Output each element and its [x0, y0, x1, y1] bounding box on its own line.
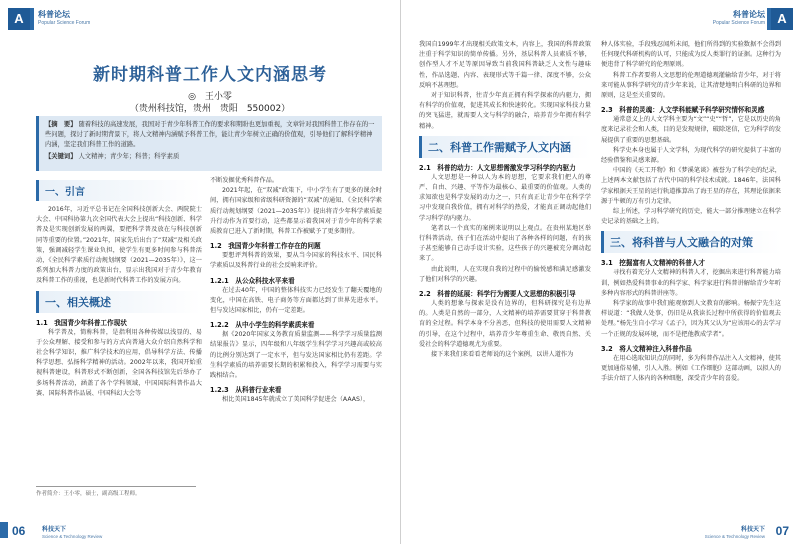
paragraph: 中国的《天工开物》和《梦溪笔谈》被誉为了科学史的纪录，上述两本文献包括了古代中国的科学技术成就。1846年，法国科学家根据天王星的运行轨道推算出了海王星的存在，其理论依据来源于牛顿的万有引力定律。 — [601, 167, 781, 205]
article-author: ◎ 王小零 — [188, 92, 232, 102]
right-page — [400, 0, 800, 544]
subsection-heading: 3.2 将人文精神注入科普作品 — [601, 344, 692, 353]
paragraph: 接下来我们来看看老师说的这个案例，以讲人道作为 — [431, 351, 574, 359]
section-heading-humanities: 二、科普工作需赋予人文内涵 — [419, 136, 591, 158]
left-column-1 — [36, 176, 202, 482]
paragraph: 在过去40年，中国的整体科技实力已经发生了翻天覆地的变化，中国在高铁、电子商务等方面都达到了世界先进水平。但与发达国家相比，仍有一定差距。 — [210, 286, 382, 315]
abstract-text: 随着科技的高速发展，我国对于青少年科普工作的要求和期盼也更加重视，文章针对我国科普工作存在的一些问题，探讨了新时期背景下，将人文精神内涵赋予科普工作，能让青少年树立正确的价值观，引导他们了解科学精神内涵，坚定我们科普工作的道路。 — [45, 121, 375, 148]
left-magazine-subtitle: Science & Technology Review — [42, 534, 103, 539]
right-header-title: 科普论坛 — [733, 10, 765, 19]
paragraph: 我国自1999年才出现相关政策文本，内容上，我国的科普政策注重于科学知识的简单传播。另外，基层科普人员素质不够，创作型人才不足等原因导致当前我国科普缺乏人文性与趣味性，作品选题、内容、表现形式等千篇一律、深度不够，公众反响不甚理想。 — [419, 41, 591, 89]
paragraph: 对于知识科普，往青少年真正拥有科学探索的内驱力，拥有科学的价值观，促进其成长和快速转化。实现国家科技力量的突飞猛进，就需要人文与科学的融合，培养青少年拥有科学精神。 — [419, 92, 591, 130]
paragraph: 由此说明，人在实现自我的过程中的愉悦感和满足感激发了他们对科学的兴趣。 — [419, 265, 591, 283]
right-magazine-name: 科技天下 — [740, 526, 765, 533]
paragraph: 科普工作者要将人文思想的伦理道德观灌输给青少年，对于将来可能从事科学研究的青少年来说，让其清楚地明白科研的边界和原则，这是至关重要的。 — [601, 71, 781, 100]
section-heading-intro: 一、引言 — [36, 180, 202, 201]
subsection-heading: 3.1 挖掘富有人文精神的科普人才 — [601, 259, 705, 268]
right-magazine-subtitle: Science & Technology Review — [704, 534, 765, 539]
paragraph: 种人体实验，手段残忍闻所未闻，他们所得到的实验数据不会得到任何现代科研机构的认可，只能成为反人类罪行的证据。这种行为便违背了科学研究的伦理原则。 — [601, 41, 781, 69]
left-column-2 — [210, 176, 382, 516]
paragraph: 在用心选取知识点的同时，多为科普作品注入人文精神，使其更加通俗易懂，引人入胜。例如《工作细胞》这部动画，以拟人的手法介绍了人体内的各种细胞，深受青少年的喜爱。 — [601, 354, 781, 383]
right-column-1 — [419, 40, 591, 516]
right-column-2 — [601, 40, 781, 516]
paragraph: 人类的想象与探索是没有边界的，但科研探究是有边界的。人类是自然的一部分，人文精神的培养需要贯穿于科普教育的全过程。科学本身不分善恶，但科技的使用需要人文精神的引导，在这个过程中，培养青少年尊重生命、敬畏自然、关爱社会的科学道德观尤为重要。 — [419, 300, 591, 348]
paragraph: 综上所述，学习科学研究的历史，能大一部分推理建立在科学史记录的基础之上的。 — [601, 208, 781, 226]
abstract-label: 【摘 要】 — [45, 121, 77, 128]
subsection-heading: 1.2.2 从中小学生的科学素质来看 — [210, 321, 315, 330]
paragraph: 人文思想是一种以人为本的思想，它要求我们把人的尊严、自由、兴趣、平等作为最核心、最重要的价值观。人类的求知欲也是科学发展的动力之一，只有真正让青少年在科学学习中发现自我价值，拥有对科学的热爱，才能真正调动起他们学习科学的内驱力。 — [419, 173, 591, 222]
left-header-title: 科普论坛 — [38, 10, 70, 19]
paragraph: 科学史本身也属于人文学科，为现代科学的研究提供了丰富的经验借鉴和灵感来源。 — [601, 146, 781, 165]
subsection-heading: 1.2 我国青少年科普工作存在的问题 — [210, 242, 321, 251]
subsection-heading: 2.1 科普的动力：人文思想需激发学习科学的内驱力 — [419, 163, 576, 172]
right-header-badge: A — [771, 8, 793, 30]
left-header-bar — [30, 8, 34, 30]
left-footer-bar — [0, 522, 8, 538]
article-affiliation: （贵州科技馆，贵州 贵阳 550002） — [129, 104, 291, 114]
paragraph: 科学普及，简称科普，是指利用各种传媒以浅显的、易于公众理解、接受和参与的方式向普通大众介绍自然科学和社会科学知识，推广科学技术的应用，倡导科学方法、传播科学思想、弘扬科学精神的活动。2002年以来，我国开始重视科普建设，科普形式不断创新，全国各科技馆先后举办了多场科普活动，涵盖了各个学科领域，中国国际科普作品大赛、国际科普作品展、中国科幻大会等 — [36, 328, 202, 397]
paragraph: 通常意义上的人文学科主要为“文”“史”“哲”，它是以历史的角度来记录社会和人类，目的是发现规律，破除迷信，它为科学的发展提供了重要的思想基础。 — [601, 116, 781, 144]
section-heading-overview: 一、相关概述 — [36, 291, 202, 313]
article-title: 新时期科普工作人文内涵思考 — [93, 65, 327, 85]
right-header-subtitle: Popular Science Forum — [712, 20, 765, 26]
subsection-heading: 1.2.3 从科普行业来看 — [210, 386, 282, 395]
paragraph: 科学家的故事中我们能观察到人文教育的影响。杨振宁先生这样说道：“我做人处事，仍旧是从我读长过程中所获得的价值观去处理。”杨先生自小学习《孟子》，因为其父认为“应该用心的去学习一个正规的发展环境，而不是把他教成学者”。 — [601, 300, 781, 338]
paragraph: 不断发掘优秀科普作品。 — [210, 177, 279, 184]
author-footnote: 作者简介：王小零，硕士，副高级工程师。 — [36, 486, 196, 497]
left-magazine-name: 科技天下 — [42, 526, 67, 533]
subsection-heading: 2.3 科普的灵魂：人文学科能赋予科学研究情怀和灵感 — [601, 106, 765, 115]
paragraph: 据《2020年国家义务教育质量监测——科学学习质量监测结果报告》显示，四年级和八年级学生科学学习兴趣高或较高的比例分别达到了一定水平，但与发达国家相比仍有差距。学生科学素质的培养需要长期的积累和投入，科学学习需要与实践相结合。 — [210, 331, 382, 380]
left-header-badge: A — [8, 8, 30, 30]
subsection-heading: 2.2 科普的延展：科学行为需要人文思想的积极引导 — [419, 290, 576, 299]
paragraph: 要想评判科普的效果，要从当今国家的科技水平、国民科学素质以及科普行业的社会反响来评价。 — [210, 252, 382, 270]
left-header-subtitle: Popular Science Forum — [38, 20, 91, 26]
paragraph: 2016年，习近平总书记在全国科技创新大会、两院院士大会、中国科协第九次全国代表大会上提出“科技创新、科学普及是实现创新发展的两翼，要把科学普及放在与科技创新同等重要的位置。”2021年，国家先后出台了“双减”及相关政策，强调减轻学生课业负担，使学生有更多时间参与科普活动，《全民科学素质行动规划纲要（2021—2035年）》，这一系列加大科普力度的政策出台，显示出我国对于青少年教育及科普工作的重视，也是新时代科普工作的发展方向。 — [36, 206, 202, 285]
subsection-heading: 1.2.1 从公众科技水平来看 — [210, 276, 295, 285]
abstract-box — [36, 116, 382, 171]
paragraph: 2021年起，在“双减”政策下，中小学生有了更多的课余时间，拥有国家级和省级科研资源的“双减”的通知、《全民科学素质行动规划纲要（2021—2035年）》提出将青少年科学素质提升行动作为首要行动，这些都显示着我国对于青少年的科学素质教育已进入了新时期，科普工作被赋予了更多期待。 — [210, 187, 382, 236]
paragraph: 相比美国1845年就成立了美国科学促进会（AAAS）， — [222, 396, 370, 404]
paragraph: 笔者以一个真实的案例来说明以上观点。在贵州某地区举行科普活动，孩子们在活动中提出了各种各样的问题，有的孩子甚至能够自己动手设计实验，这些孩子的兴趣被充分调动起来了。 — [419, 224, 591, 263]
right-page-number: 07 — [775, 524, 789, 538]
paragraph: 寻找有着充分人文精神的科普人才，挖掘出来进行科普能力培训，例如热爱科普事业的科学家、科学家进行科普讲解给青少年听多种内容形式的科普讲座等。 — [601, 269, 781, 297]
keywords-text: 人文精神；青少年；科普；科学素质 — [78, 153, 180, 160]
section-heading-strategies: 三、将科普与人文融合的对策 — [601, 231, 781, 253]
subsection-heading: 1.1 我国青少年科普工作现状 — [36, 318, 127, 327]
keywords-label: 【关键词】 — [45, 153, 77, 160]
left-page-number: 06 — [12, 524, 26, 538]
